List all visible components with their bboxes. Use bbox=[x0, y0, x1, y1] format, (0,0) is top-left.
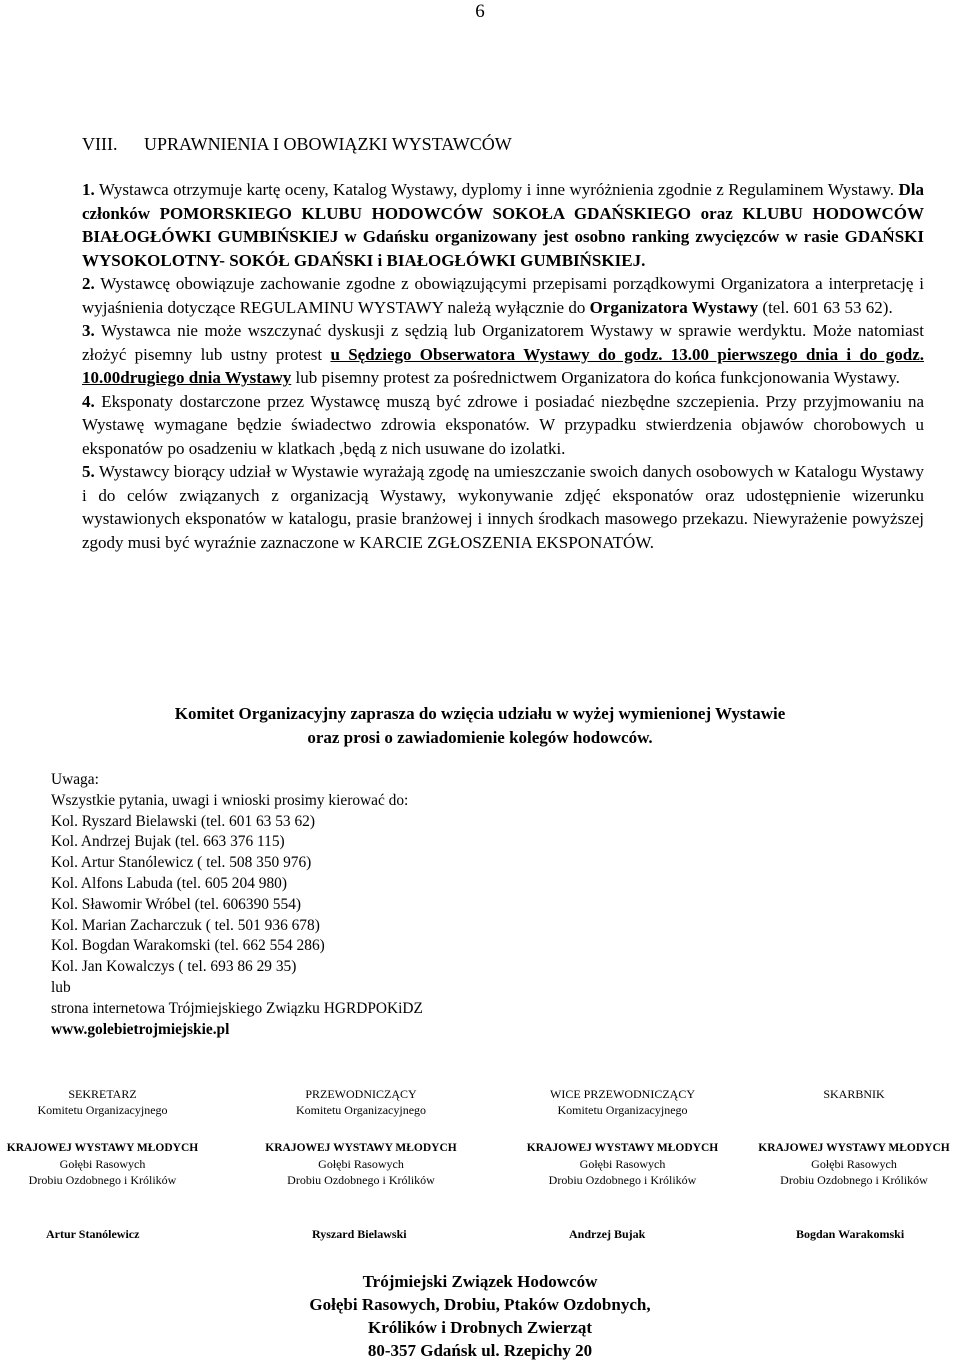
signature-org-line: Gołębi Rasowych bbox=[59, 1157, 146, 1171]
signature-org: KRAJOWEJ WYSTAWY MŁODYCH bbox=[6, 1142, 199, 1154]
signature-org-line: Drobiu Ozdobnego i Królików bbox=[780, 1173, 928, 1187]
footer-address: 80-357 Gdańsk ul. Rzepichy 20 bbox=[367, 1341, 593, 1360]
signature-org-line: Gołębi Rasowych bbox=[318, 1157, 404, 1171]
signature-org-line: Gołębi Rasowych bbox=[811, 1157, 897, 1171]
signature-org-line: Drobiu Ozdobnego i Królików bbox=[28, 1173, 177, 1187]
footer-line: Królików i Drobnych Zwierząt bbox=[368, 1318, 592, 1337]
rule-item-3 bbox=[82, 319, 924, 390]
contact-item: Kol. Andrzej Bujak (tel. 663 376 115) bbox=[51, 833, 285, 851]
signature-role-sub bbox=[748, 1102, 960, 1118]
contact-item: Kol. Marian Zacharczuk ( tel. 501 936 678) bbox=[51, 916, 320, 934]
footer-line: Gołębi Rasowych, Drobiu, Ptaków Ozdobnych, bbox=[309, 1295, 651, 1314]
note-intro: Wszystkie pytania, uwagi i wnioski prosimy kierować do: bbox=[51, 791, 409, 809]
protest-deadline: u Sędziego Obserwatora Wystawy do godz. 13.00 pierwszego dnia i do godz. 10.00drugiego dnia Wystawy bbox=[82, 344, 924, 387]
rule-text: Wystawca nie może wszczynać dyskusji z sędzią lub Organizatorem Wystawy w sprawie werdyktu. Może natomiast złożyć pisemny lub ustny protest bbox=[82, 321, 925, 364]
rule-number: 1. bbox=[82, 180, 95, 199]
signature-org: KRAJOWEJ WYSTAWY MŁODYCH bbox=[265, 1142, 457, 1154]
footer-line: Trójmiejski Związek Hodowców bbox=[362, 1272, 598, 1291]
signature-org-line: Gołębi Rasowych bbox=[579, 1157, 666, 1171]
rule-number: 2. bbox=[82, 274, 95, 293]
rule-item-1 bbox=[82, 178, 924, 272]
rule-number: 5. bbox=[82, 462, 95, 481]
signature-org: KRAJOWEJ WYSTAWY MŁODYCH bbox=[758, 1142, 950, 1154]
rule-text: Wystawcę obowiązuje zachowanie zgodne z obowiązującymi przepisami porządkowymi Organizatora a interpretację i wyjaśnienia dotyczące REGULAMINU WYSTAWY należą wyłącznie do bbox=[82, 274, 924, 317]
section-heading bbox=[82, 132, 512, 156]
rule-item-2 bbox=[82, 272, 924, 319]
contact-item: Kol. Jan Kowalczys ( tel. 693 86 29 35) bbox=[51, 958, 297, 976]
contact-item: Kol. Artur Stanólewicz ( tel. 508 350 976) bbox=[51, 854, 312, 872]
signature-role-sub: Komitetu Organizacyjnego bbox=[295, 1103, 427, 1117]
rule-item-4 bbox=[82, 390, 924, 461]
rule-item-5 bbox=[82, 460, 924, 554]
rule-text: Wystawca otrzymuje kartę oceny, Katalog Wystawy, dyplomy i inne wyróżnienia zgodnie z Regulaminem Wystawy. bbox=[98, 180, 895, 199]
organizer-phone: (tel. 601 63 53 62). bbox=[762, 297, 893, 317]
page-number: 6 bbox=[475, 1, 485, 22]
rule-text: Eksponaty dostarczone przez Wystawcę muszą być zdrowe i posiadać niezbędne szczepienia. Przy przyjmowaniu na Wystawę wymagane będzie świadectwo zdrowia eksponatów. W przypadku stwierdzenia objawów chorobowych u eksponatów po osadzeniu w klatkach ,będą z nich usuwane do izolatki. bbox=[82, 391, 924, 458]
section-title: UPRAWNIENIA I OBOWIĄZKI WYSTAWCÓW bbox=[144, 134, 512, 154]
signature-name: Artur Stanólewicz bbox=[46, 1227, 140, 1241]
signature-block-vice-chairman bbox=[515, 1086, 730, 1188]
invitation-line-2: oraz prosi o zawiadomienie kolegów hodowców. bbox=[307, 728, 653, 747]
signature-block-secretary bbox=[0, 1086, 205, 1188]
rules-list bbox=[82, 178, 924, 554]
signature-role: SKARBNIK bbox=[823, 1087, 885, 1101]
signature-name: Andrzej Bujak bbox=[569, 1227, 646, 1241]
signature-role: WICE PRZEWODNICZĄCY bbox=[550, 1087, 695, 1101]
rule-number: 4. bbox=[82, 391, 95, 411]
website-link[interactable]: www.golebietrojmiejskie.pl bbox=[51, 1020, 230, 1038]
note-or: lub bbox=[51, 978, 71, 996]
signature-block-treasurer bbox=[748, 1086, 960, 1188]
note-heading: Uwaga: bbox=[51, 771, 99, 788]
signature-name: Ryszard Bielawski bbox=[312, 1227, 407, 1241]
rule-text-end: lub pisemny protest za pośrednictwem Organizatora do końca funkcjonowania Wystawy. bbox=[295, 368, 900, 387]
signature-role-sub: Komitetu Organizacyjnego bbox=[37, 1103, 168, 1117]
rule-number: 3. bbox=[82, 321, 95, 340]
signature-role-sub: Komitetu Organizacyjnego bbox=[557, 1103, 688, 1117]
signature-org-line: Drobiu Ozdobnego i Królików bbox=[287, 1173, 435, 1187]
rule-text-bold: Dla członków POMORSKIEGO KLUBU HODOWCÓW SOKOŁA GDAŃSKIEGO oraz KLUBU HODOWCÓW BIAŁOGŁÓWKI GUMBIŃSKIEJ w Gdańsku organizowany jest osobno ranking zwycięzców w rasie GDAŃSKI WYSOKOLOTNY- SOKÓŁ GDAŃSKI i BIAŁOGŁÓWKI GUMBIŃSKIEJ. bbox=[82, 180, 925, 270]
contact-item: Kol. Alfons Labuda (tel. 605 204 980) bbox=[51, 874, 287, 892]
signature-name: Bogdan Warakomski bbox=[796, 1227, 905, 1241]
signature-org: KRAJOWEJ WYSTAWY MŁODYCH bbox=[526, 1142, 719, 1154]
contact-item: Kol. Sławomir Wróbel (tel. 606390 554) bbox=[51, 895, 302, 913]
section-number: VIII. bbox=[82, 134, 118, 154]
contact-item: Kol. Bogdan Warakomski (tel. 662 554 286) bbox=[51, 937, 325, 955]
rule-text: Wystawcy biorący udział w Wystawie wyrażają zgodę na umieszczanie swoich danych osobowych w Katalogu Wystawy i do celów związanych z organizacją Wystawy, wykonywanie zdjęć eksponatów oraz udostępnienie wizerunku wystawionych eksponatów w katalogu, prasie branżowej i innych środkach masowego przekazu. Niewyrażenie powyższej zgody musi być wyraźnie zaznaczone w KARCIE ZGŁOSZENIA EKSPONATÓW. bbox=[82, 462, 924, 552]
signature-role: PRZEWODNICZĄCY bbox=[305, 1087, 417, 1101]
signature-org-line: Drobiu Ozdobnego i Królików bbox=[548, 1173, 697, 1187]
contact-item: Kol. Ryszard Bielawski (tel. 601 63 53 62) bbox=[51, 812, 315, 830]
signature-block-chairman bbox=[256, 1086, 466, 1188]
website-description: strona internetowa Trójmiejskiego Związku HGRDPOKiDZ bbox=[51, 999, 423, 1017]
signature-role: SEKRETARZ bbox=[68, 1087, 137, 1101]
contact-note bbox=[51, 770, 423, 1040]
organizer-name: Organizatora Wystawy bbox=[589, 297, 759, 317]
invitation-line-1: Komitet Organizacyjny zaprasza do wzięcia udziału w wyżej wymienionej Wystawie bbox=[174, 704, 786, 723]
invitation bbox=[0, 702, 960, 750]
organization-footer bbox=[0, 1270, 960, 1362]
